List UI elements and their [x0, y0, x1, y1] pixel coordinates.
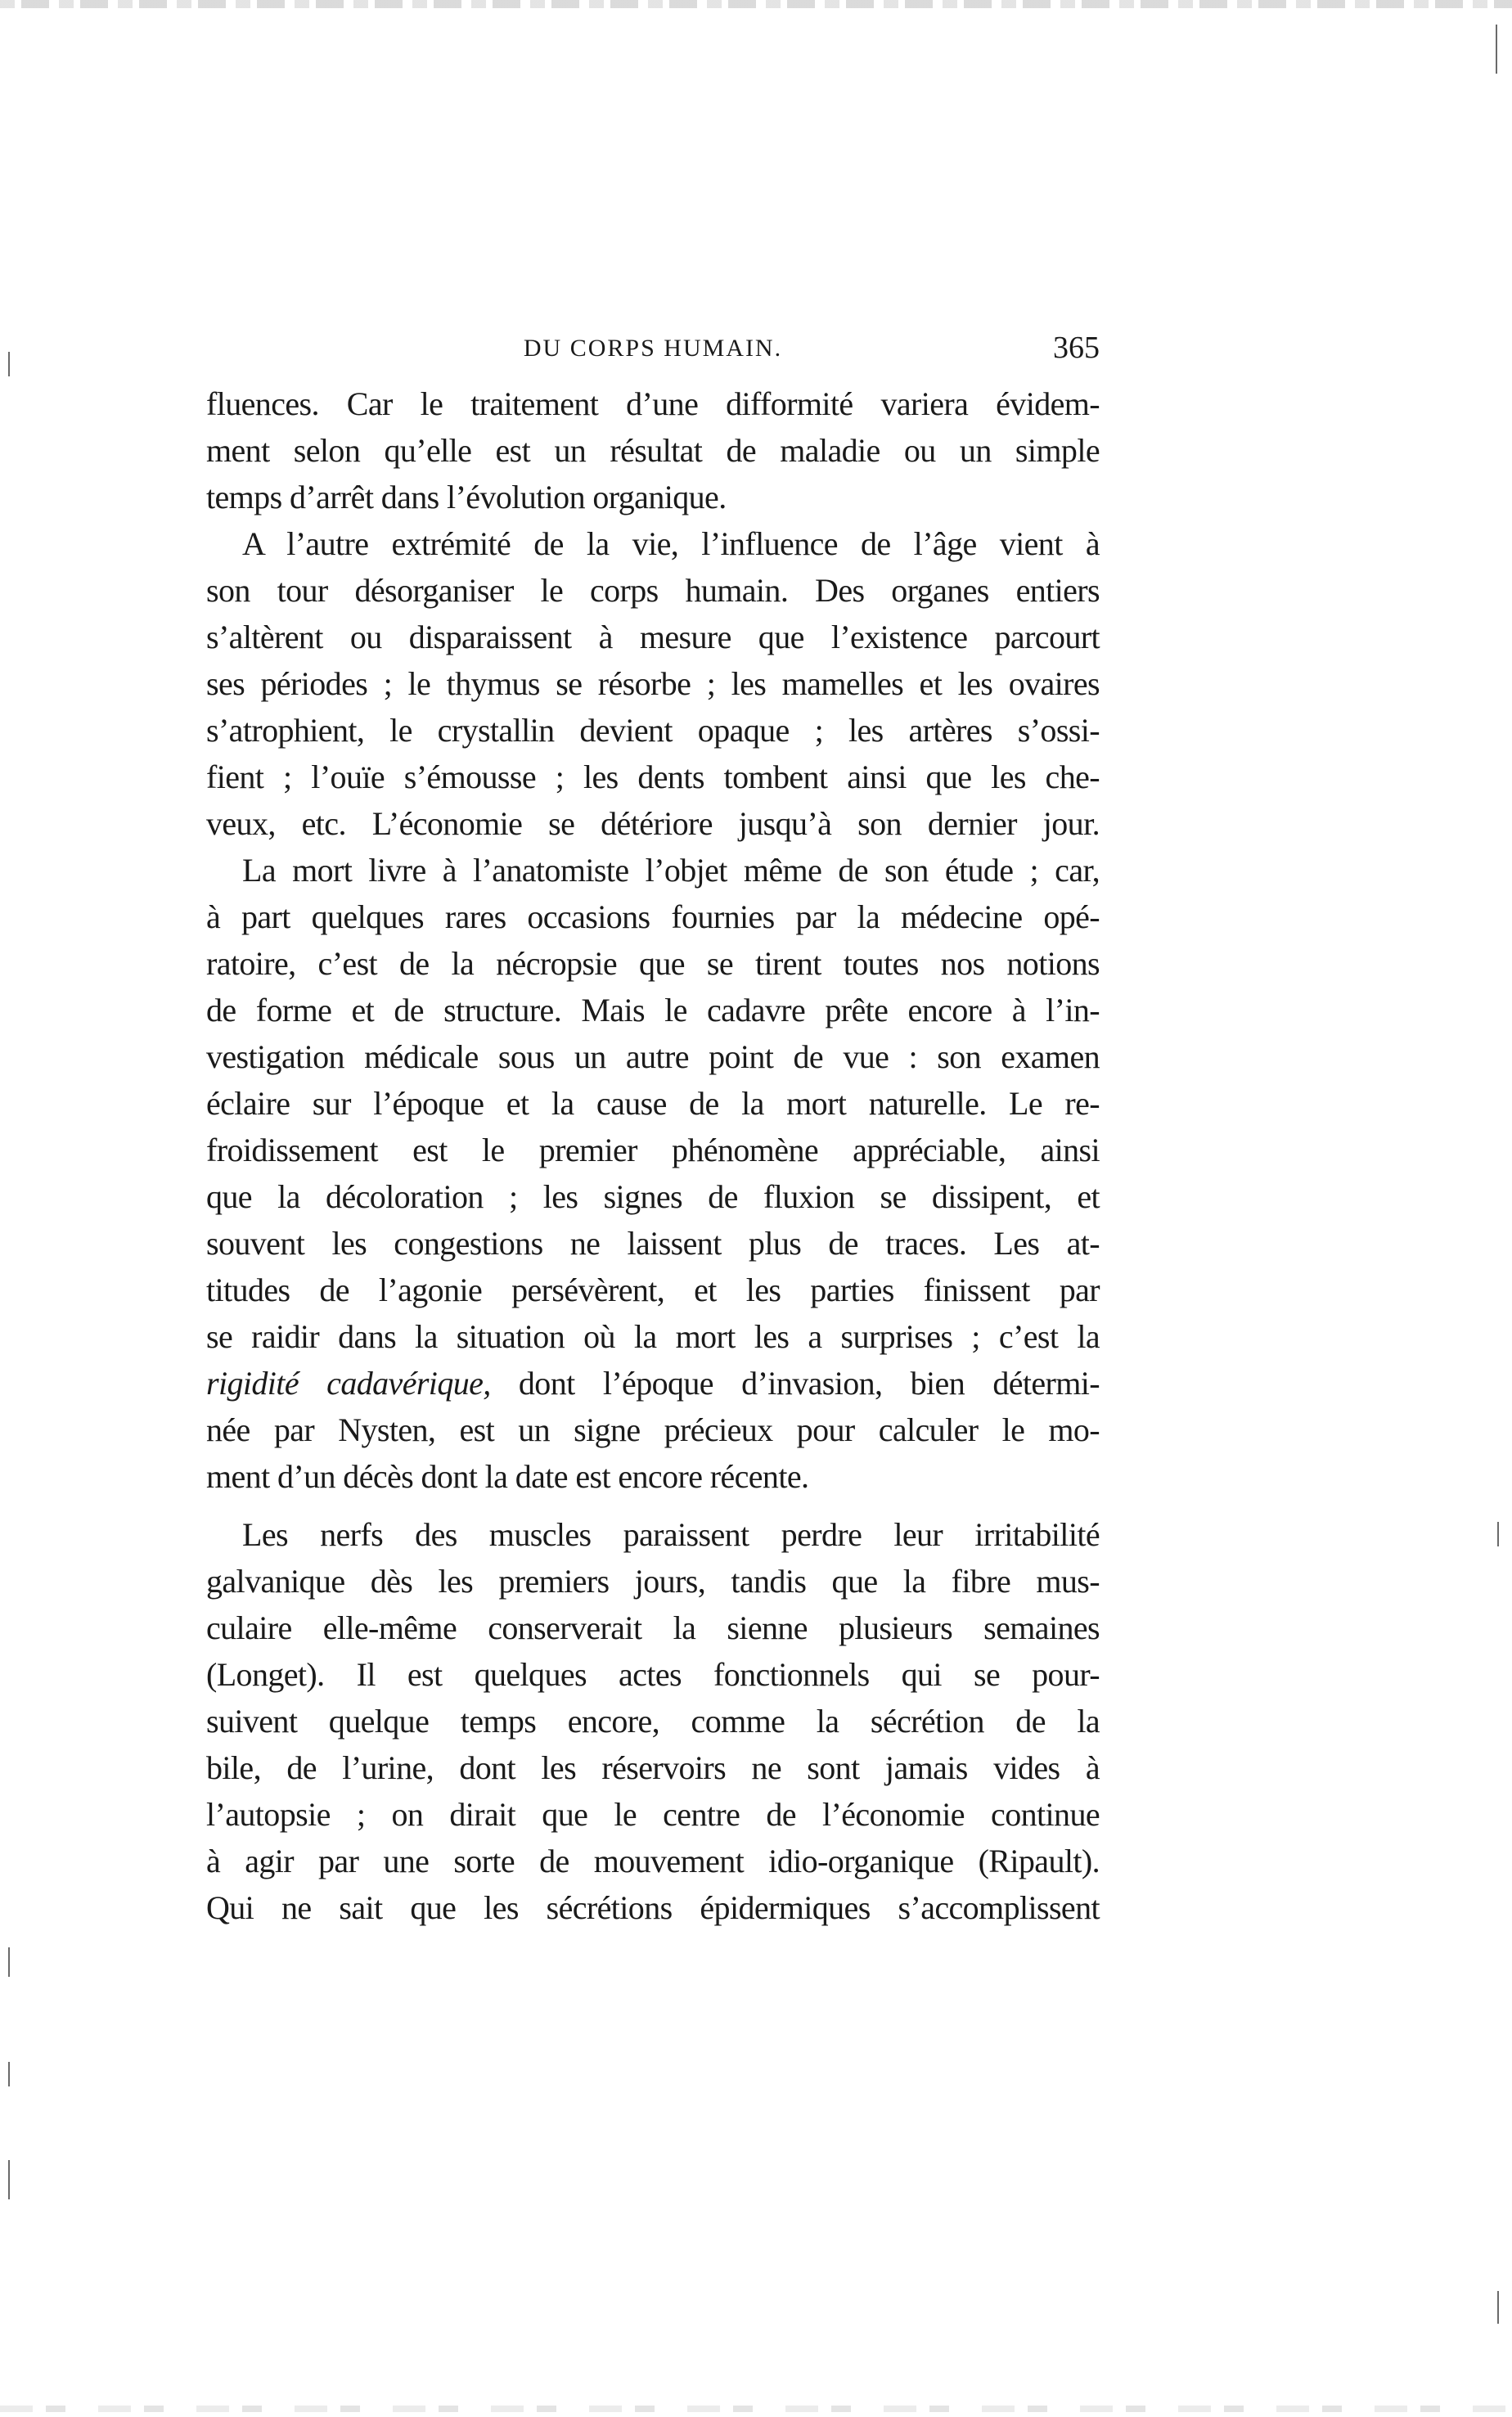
scan-edge-bottom [0, 2406, 1512, 2412]
text-line: suivent quelque temps encore, comme la sécrétion de la [206, 1703, 1100, 1740]
running-title: DU CORPS HUMAIN. [523, 335, 783, 362]
scan-margin-mark [1496, 25, 1497, 74]
text-line: souvent les congestions ne laissent plus de traces. Les at- [206, 1225, 1100, 1262]
scan-margin-mark [1497, 1522, 1499, 1546]
text-line: ment d’un décès dont la date est encore récente. [206, 1458, 809, 1495]
book-page [206, 323, 1100, 1931]
text-line: ses périodes ; le thymus se résorbe ; les mamelles et les ovaires [206, 665, 1100, 702]
text-line: fluences. Car le traitement d’une difformité variera évidem- [206, 385, 1100, 422]
text-line: A l’autre extrémité de la vie, l’influence de l’âge vient à [242, 525, 1100, 562]
scan-margin-mark [8, 1947, 10, 1977]
text-line: ment selon qu’elle est un résultat de maladie ou un simple [206, 432, 1100, 469]
text-line: son tour désorganiser le corps humain. Des organes entiers [206, 572, 1100, 609]
text-line: ratoire, c’est de la nécropsie que se tirent toutes nos notions [206, 945, 1100, 982]
text-line: s’altèrent ou disparaissent à mesure que l’existence parcourt [206, 619, 1100, 655]
text-line: galvanique dès les premiers jours, tandis que la fibre mus- [206, 1563, 1100, 1600]
text-line [206, 1360, 1100, 1407]
text-line: culaire elle-même conserverait la sienne plusieurs semaines [206, 1609, 1100, 1646]
text-line: s’atrophient, le crystallin devient opaque ; les artères s’ossi- [206, 712, 1100, 749]
body-text [206, 380, 1100, 1931]
scan-margin-mark [8, 2160, 10, 2199]
text-line: bile, de l’urine, dont les réservoirs ne sont jamais vides à [206, 1749, 1100, 1786]
text-line: temps d’arrêt dans l’évolution organique. [206, 479, 727, 515]
scan-margin-mark [1497, 2291, 1499, 2324]
text-line: que la décoloration ; les signes de fluxion se dissipent, et [206, 1178, 1100, 1215]
text-line: à agir par une sorte de mouvement idio-organique (Ripault). [206, 1843, 1100, 1879]
text-line: de forme et de structure. Mais le cadavre prête encore à l’in- [206, 992, 1100, 1028]
paragraph-gap [206, 1500, 1100, 1511]
running-head [206, 323, 1100, 372]
scan-margin-mark [8, 2062, 10, 2086]
text-line: (Longet). Il est quelques actes fonctionnels qui se pour- [206, 1656, 1100, 1693]
text-line: veux, etc. L’économie se détériore jusqu’à son dernier jour. [206, 805, 1100, 842]
text-line: froidissement est le premier phénomène appréciable, ainsi [206, 1132, 1100, 1168]
text-line: Qui ne sait que les sécrétions épidermiques s’accomplissent [206, 1889, 1100, 1926]
text-line: Les nerfs des muscles paraissent perdre leur irritabilité [242, 1516, 1100, 1553]
scan-margin-mark [8, 352, 10, 376]
text-line: fient ; l’ouïe s’émousse ; les dents tombent ainsi que les che- [206, 758, 1100, 795]
page-number: 365 [1053, 331, 1100, 365]
text-line: La mort livre à l’anatomiste l’objet même de son étude ; car, [242, 852, 1100, 889]
line-continuation: dont l’époque d’invasion, bien détermi- [490, 1365, 1100, 1402]
text-line: se raidir dans la situation où la mort les a surprises ; c’est la [206, 1318, 1100, 1355]
text-line: née par Nysten, est un signe précieux pour calculer le mo- [206, 1411, 1100, 1448]
scan-edge-top [0, 0, 1512, 8]
text-line: l’autopsie ; on dirait que le centre de l’économie continue [206, 1796, 1100, 1833]
text-line: vestigation médicale sous un autre point de vue : son examen [206, 1038, 1100, 1075]
text-line: titudes de l’agonie persévèrent, et les parties finissent par [206, 1272, 1100, 1308]
text-line: éclaire sur l’époque et la cause de la mort naturelle. Le re- [206, 1085, 1100, 1122]
emphasis-text: rigidité cadavérique, [206, 1365, 491, 1402]
text-line: à part quelques rares occasions fournies par la médecine opé- [206, 898, 1100, 935]
